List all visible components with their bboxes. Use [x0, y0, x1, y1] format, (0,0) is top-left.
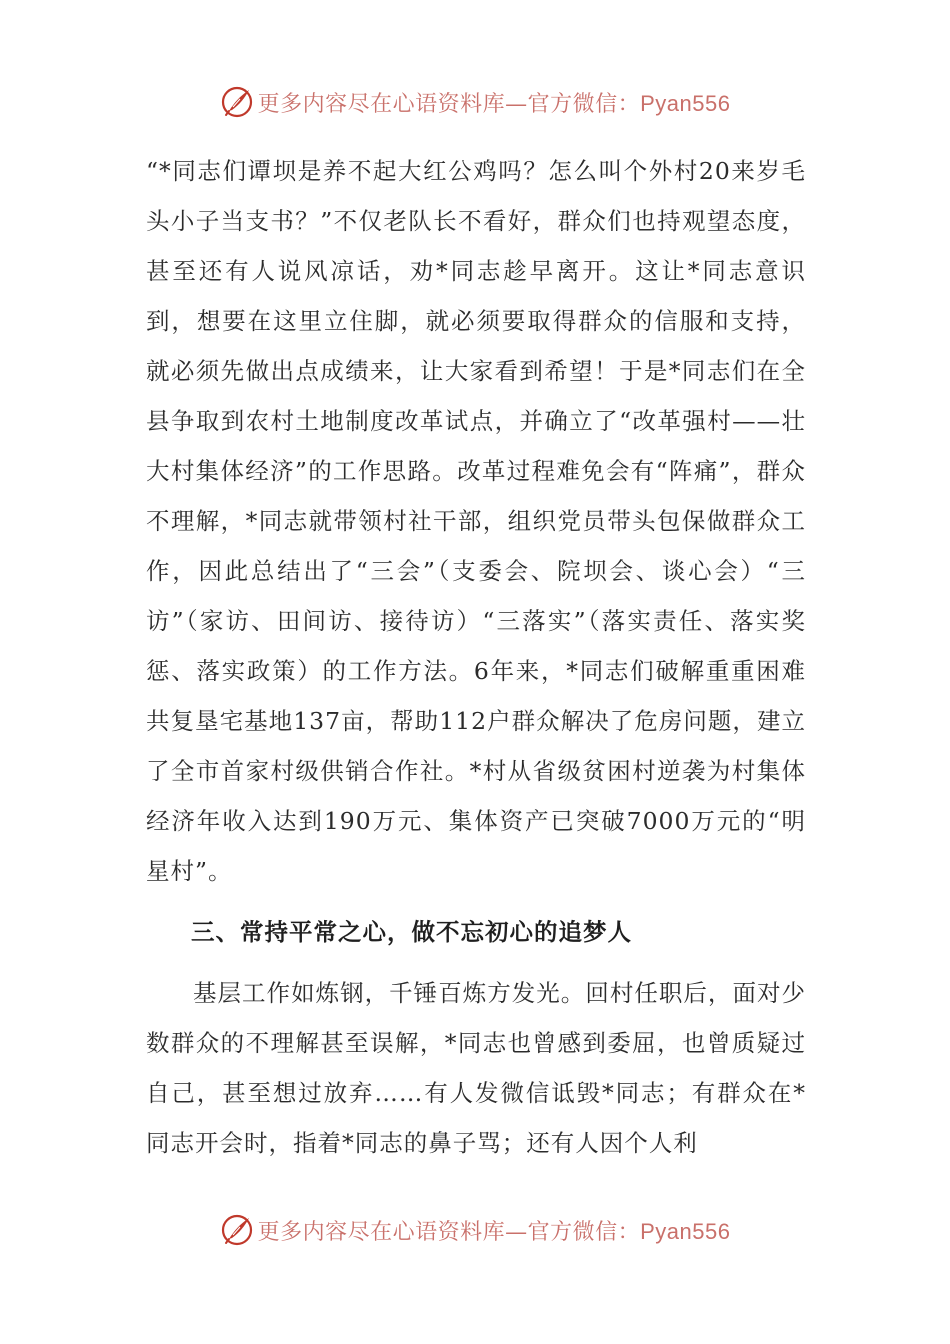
header-banner-text: 更多内容尽在心语资料库—官方微信：Pyan556 [257, 90, 731, 117]
footer-banner-handle: Pyan556 [640, 1218, 731, 1244]
section-heading: 三、常持平常之心，做不忘初心的追梦人 [191, 918, 632, 946]
quill-pen-logo-icon [220, 1213, 254, 1247]
paragraph-2: 基层工作如炼钢，千锤百炼方发光。回村任职后，面对少数群众的不理解甚至误解，*同志也曾感到委屈，也曾质疑过自己，甚至想过放弃……有人发微信诋毁*同志；有群众在*同志开会时，指着*同志的鼻子骂；还有人因个人利 [146, 979, 806, 1157]
header-banner-handle: Pyan556 [640, 90, 731, 116]
document-body [146, 146, 806, 1168]
footer-banner [0, 1210, 950, 1250]
footer-banner-text: 更多内容尽在心语资料库—官方微信：Pyan556 [257, 1218, 731, 1245]
header-banner [0, 82, 950, 122]
paragraph-1: “*同志们谭坝是养不起大红公鸡吗？怎么叫个外村20来岁毛头小子当支书？”不仅老队长不看好，群众们也持观望态度，甚至还有人说风凉话，劝*同志趁早离开。这让*同志意识到，想要在这里立住脚，就必须要取得群众的信服和支持，就必须先做出点成绩来，让大家看到希望！于是*同志们在全县争取到农村土地制度改革试点，并确立了“改革强村——壮大村集体经济”的工作思路。改革过程难免会有“阵痛”，群众不理解，*同志就带领村社干部，组织党员带头包保做群众工作，因此总结出了“三会”（支委会、院坝会、谈心会）“三访”（家访、田间访、接待访）“三落实”（落实责任、落实奖惩、落实政策）的工作方法。6年来，*同志们破解重重困难共复垦宅基地137亩，帮助112户群众解决了危房问题，建立了全市首家村级供销合作社。*村从省级贫困村逆袭为村集体经济年收入达到190万元、集体资产已突破7000万元的“明星村”。 [146, 157, 806, 885]
quill-pen-logo-icon [220, 85, 254, 119]
